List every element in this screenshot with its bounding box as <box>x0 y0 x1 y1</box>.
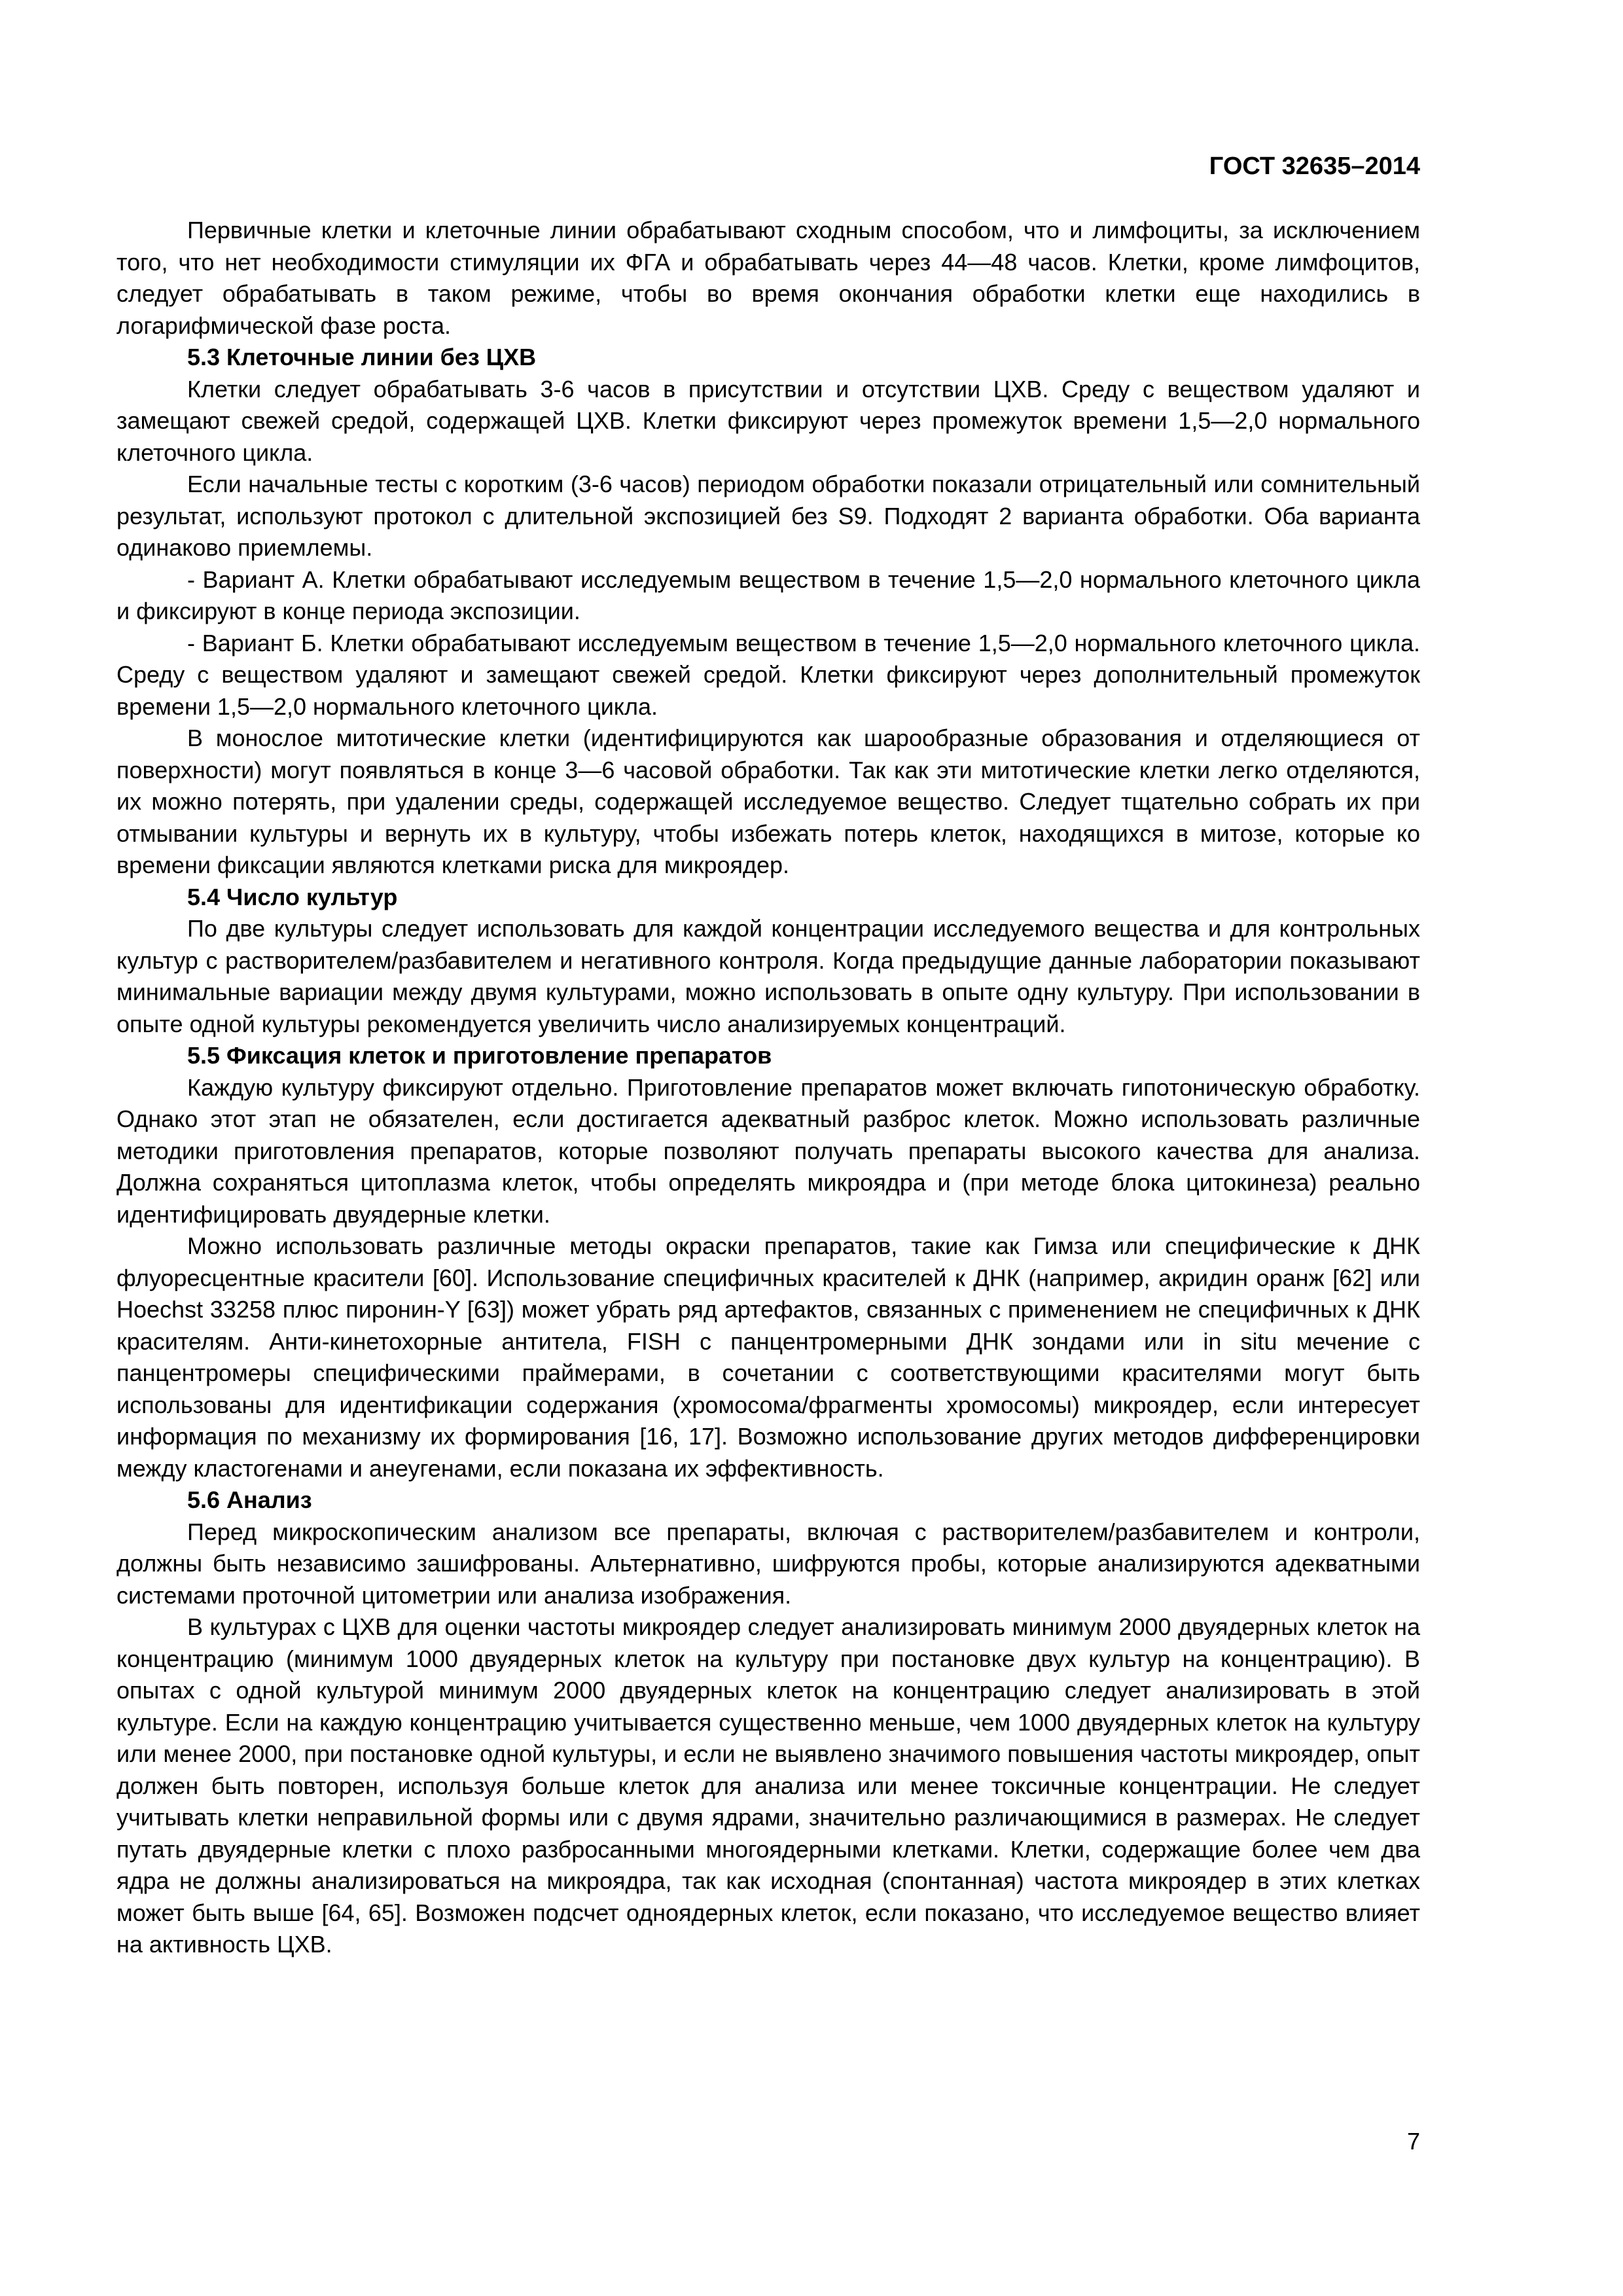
section-heading-5-6: 5.6 Анализ <box>187 1486 312 1513</box>
paragraph-monolayer: В монослое митотические клетки (идентифицируются как шарообразные образования и отделяющиеся от поверхности) могут появляться в конце 3—6 часовой обработки. Так как эти митотические клетки легко отделяются, их можно потерять, при удалении среды, содержащей исследуемое вещество. Следует тщательно собрать их при отмывании культуры и вернуть их в культуру, чтобы избежать потерь клеток, находящихся в митозе, которые ко времени фиксации являются клетками риска для микроядер. <box>116 725 1420 878</box>
section-heading-5-3: 5.3 Клеточные линии без ЦХВ <box>187 344 537 370</box>
paragraph-5-3-treatment: Клетки следует обрабатывать 3-6 часов в присутствии и отсутствии ЦХВ. Среду с веществом удаляют и замещают свежей средой, содержащей ЦХВ. Клетки фиксируют через промежуток времени 1,5—2,0 нормального клеточного цикла. <box>116 375 1420 466</box>
paragraph-variant-b: - Вариант Б. Клетки обрабатывают исследуемым веществом в течение 1,5—2,0 нормального клеточного цикла. Среду с веществом удаляют и замещают свежей средой. Клетки фиксируют через дополнительный промежуток времени 1,5—2,0 нормального клеточного цикла. <box>116 629 1420 720</box>
document-page <box>116 151 1420 1961</box>
paragraph-5-6-coding: Перед микроскопическим анализом все препараты, включая с растворителем/разбавителем и контроли, должны быть независимо зашифрованы. Альтернативно, шифруются пробы, которые анализируются адекватными системами проточной цитометрии или анализа изображения. <box>116 1518 1420 1609</box>
document-header: ГОСТ 32635–2014 <box>1209 152 1420 180</box>
paragraph-5-5-fixation: Каждую культуру фиксируют отдельно. Приготовление препаратов может включать гипотоническую обработку. Однако этот этап не обязателен, если достигается адекватный разброс клеток. Можно использовать различные методики приготовления препаратов, которые позволяют получать препараты высокого качества для анализа. Должна сохраняться цитоплазма клеток, чтобы определять микроядра и (при методе блока цитокинеза) реально идентифицировать двуядерные клетки. <box>116 1073 1420 1228</box>
paragraph-variant-a: - Вариант А. Клетки обрабатывают исследуемым веществом в течение 1,5—2,0 нормального клеточного цикла и фиксируют в конце периода экспозиции. <box>116 565 1420 624</box>
paragraph-intro: Первичные клетки и клеточные линии обрабатывают сходным способом, что и лимфоциты, за исключением того, что нет необходимости стимуляции их ФГА и обрабатывать через 44—48 часов. Клетки, кроме лимфоцитов, следует обрабатывать в таком режиме, чтобы во время окончания обработки клетки еще находились в логарифмической фазе роста. <box>116 217 1420 339</box>
paragraph-5-6-scoring: В культурах с ЦХВ для оценки частоты микроядер следует анализировать минимум 2000 двуядерных клеток на концентрацию (минимум 1000 двуядерных клеток на культуру при постановке двух культур на концентрацию). В опытах с одной культурой минимум 2000 двуядерных клеток на концентрацию следует анализировать в этой культуре. Если на каждую концентрацию учитывается существенно меньше, чем 1000 двуядерных клеток на культуру или менее 2000, при постановке одной культуры, и если не выявлено значимого повышения частоты микроядер, опыт должен быть повторен, используя больше клеток для анализа или менее токсичные концентрации. Не следует учитывать клетки неправильной формы или с двумя ядрами, значительно различающимися в размерах. Не следует путать двуядерные клетки с плохо разбросанными многоядерными клетками. Клетки, содержащие более чем два ядра не должны анализироваться на микроядра, так как исходная (спонтанная) частота микроядер в этих клетках может быть выше [64, 65]. Возможен подсчет одноядерных клеток, если показано, что исследуемое вещество влияет на активность ЦХВ. <box>116 1613 1420 1958</box>
page-number: 7 <box>1406 2128 1420 2155</box>
paragraph-5-4-cultures: По две культуры следует использовать для каждой концентрации исследуемого вещества и для контрольных культур с растворителем/разбавителем и негативного контроля. Когда предыдущие данные лаборатории показывают минимальные вариации между двумя культурами, можно использовать в опыте одну культуру. При использовании в опыте одной культуры рекомендуется увеличить число анализируемых концентраций. <box>116 915 1420 1037</box>
section-heading-5-4: 5.4 Число культур <box>187 883 398 910</box>
body-text <box>116 215 1420 1961</box>
section-heading-5-5: 5.5 Фиксация клеток и приготовление препаратов <box>187 1042 772 1069</box>
paragraph-5-3-long-exposure: Если начальные тесты с коротким (3-6 часов) периодом обработки показали отрицательный или сомнительный результат, используют протокол с длительной экспозицией без S9. Подходят 2 варианта обработки. Оба варианта одинаково приемлемы. <box>116 471 1420 561</box>
paragraph-5-5-staining: Можно использовать различные методы окраски препаратов, такие как Гимза или специфические к ДНК флуоресцентные красители [60]. Использование специфичных красителей к ДНК (например, акридин оранж [62] или Hoechst 33258 плюс пиронин-Y [63]) может убрать ряд артефактов, связанных с применением не специфичных к ДНК красителям. Анти-кинетохорные антитела, FISH с панцентромерными ДНК зондами или in situ мечение с панцентромеры специфическими праймерами, в сочетании с соответствующими красителями могут быть использованы для идентификации содержания (хромосома/фрагменты хромосомы) микроядер, если интересует информация по механизму их формирования [16, 17]. Возможно использование других методов дифференцировки между кластогенами и анеугенами, если показана их эффективность. <box>116 1232 1420 1482</box>
